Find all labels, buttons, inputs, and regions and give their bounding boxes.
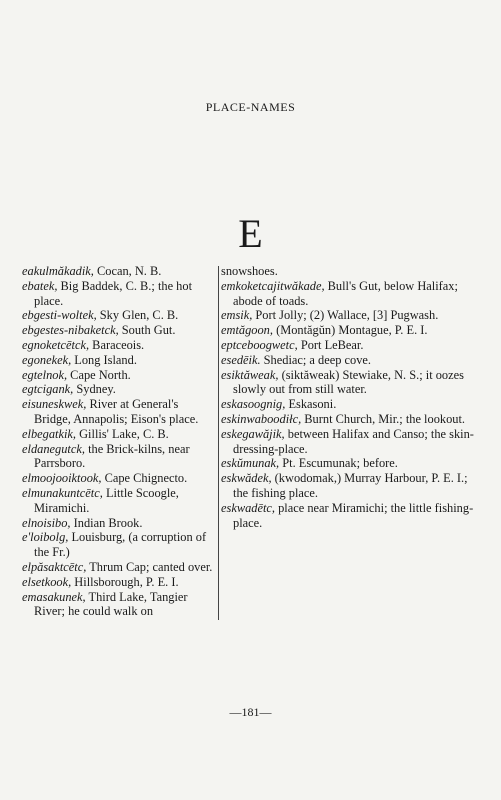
entry-term: ebgestes-nibaketck,	[22, 323, 119, 338]
entry-definition: Indian Brook.	[70, 515, 143, 530]
entry-definition: Hillsborough, P. E. I.	[71, 574, 179, 589]
entry-definition: Thrum Cap; canted over.	[86, 559, 213, 574]
entry-definition: Gillis' Lake, C. B.	[76, 426, 169, 441]
entry-term: egtcigank,	[22, 382, 74, 397]
entry-definition: between Halifax and Canso; the skin-dressing-place.	[233, 426, 474, 456]
dictionary-entry	[22, 397, 217, 427]
entry-term: elsetkook,	[22, 574, 72, 589]
entry-term: egtelnok,	[22, 367, 68, 382]
entry-definition: Third Lake, Tangier River; he could walk on	[34, 589, 188, 619]
entry-term: eakulmăkadik,	[22, 264, 94, 278]
entry-definition: Shediac; a deep cove.	[260, 352, 371, 367]
entry-term: elbegatkik,	[22, 426, 77, 441]
entry-term: elnoisibo,	[22, 515, 71, 530]
entry-definition: River at General's Bridge, Annapolis; Eison's place.	[34, 397, 199, 426]
entry-term: emasakunek,	[22, 589, 86, 604]
entry-term: emsik,	[221, 308, 253, 323]
left-column	[22, 264, 217, 619]
dictionary-entry	[22, 264, 217, 279]
dictionary-entry	[221, 427, 484, 457]
dictionary-entry	[221, 338, 484, 353]
dictionary-entry	[221, 353, 484, 368]
column-divider	[218, 266, 219, 620]
entry-term: emtăgoon,	[221, 323, 273, 338]
entry-term: ebatek,	[22, 278, 58, 293]
right-column	[221, 264, 484, 530]
entry-term: egonekek,	[22, 352, 72, 367]
dictionary-entry	[221, 264, 484, 279]
dictionary-entry	[22, 279, 217, 309]
entry-definition: the Brick-kilns, near Parrsboro.	[34, 441, 190, 471]
entry-definition: Baraceois.	[89, 337, 145, 352]
dictionary-entry	[221, 456, 484, 471]
dictionary-entry	[22, 486, 217, 516]
dictionary-entry	[221, 397, 484, 412]
dictionary-entry	[221, 501, 484, 531]
dictionary-columns	[22, 264, 484, 624]
entry-definition: Sky Glen, C. B.	[96, 308, 179, 323]
entry-definition: Eskasoni.	[285, 397, 337, 412]
entry-definition: Burnt Church, Mir.; the lookout.	[301, 411, 466, 426]
entry-term: eskŭmunak,	[221, 456, 280, 471]
entry-definition: Sydney.	[73, 382, 116, 397]
dictionary-entry	[22, 575, 217, 590]
entry-term: ebgesti-woltek,	[22, 308, 97, 323]
page-number: —181—	[229, 705, 272, 719]
entry-term: eskinwaboodiłc,	[221, 411, 302, 426]
entry-definition: (siktăweak) Stewiake, N. S.; it oozes slowly out from still water.	[233, 367, 464, 397]
entry-term: eptceboogwetc,	[221, 337, 298, 352]
entry-definition: snowshoes.	[221, 264, 278, 278]
entry-definition: Port LeBear.	[297, 337, 364, 352]
entry-term: egnoketcētck,	[22, 337, 90, 352]
entry-definition: place near Miramichi; the little fishing-place.	[233, 500, 474, 530]
entry-definition: Port Jolly; (2) Wallace, [3] Pugwash.	[252, 308, 439, 323]
entry-term: eskasoognig,	[221, 397, 286, 412]
dictionary-entry	[221, 471, 484, 501]
entry-term: eskwadētc,	[221, 500, 276, 515]
entry-term: esiktăweak,	[221, 367, 279, 382]
entry-term: eskwădek,	[221, 471, 272, 486]
entry-term: eskegawăjik,	[221, 426, 285, 441]
entry-definition: Bull's Gut, below Halifax; abode of toads.	[233, 278, 458, 308]
running-head: PLACE-NAMES	[205, 100, 296, 114]
entry-term: elpăsaktcētc,	[22, 559, 87, 574]
dictionary-entry	[221, 412, 484, 427]
dictionary-entry	[22, 530, 217, 560]
entry-term: eisuneskwek,	[22, 397, 87, 412]
entry-term: elmunakuntcētc,	[22, 485, 103, 500]
entry-definition: Big Baddek, C. B.; the hot place.	[34, 278, 193, 308]
dictionary-entry	[22, 471, 217, 486]
dictionary-entry	[22, 560, 217, 575]
entry-definition: Cape North.	[67, 367, 131, 382]
entry-definition: Louisburg, (a corruption of the Fr.)	[34, 530, 207, 560]
dictionary-entry	[221, 323, 484, 338]
dictionary-entry	[22, 323, 217, 338]
entry-definition: (Montăgŭn) Montague, P. E. I.	[272, 323, 428, 338]
entry-definition: Pt. Escumunak; before.	[279, 456, 398, 471]
dictionary-entry	[22, 516, 217, 531]
section-letter: E	[238, 211, 263, 256]
entry-term: esedēik.	[221, 352, 261, 367]
dictionary-entry	[221, 368, 484, 398]
entry-definition: Little Scoogle, Miramichi.	[34, 485, 179, 515]
dictionary-entry	[22, 382, 217, 397]
dictionary-entry	[22, 338, 217, 353]
entry-definition: (kwodomak,) Murray Harbour, P. E. I.; the fishing place.	[233, 471, 468, 500]
dictionary-entry	[22, 308, 217, 323]
entry-definition: Cocan, N. B.	[93, 264, 162, 278]
entry-term: eldanegutck,	[22, 441, 85, 456]
entry-definition: Long Island.	[71, 352, 137, 367]
entry-term: emkoketcajitwăkade,	[221, 278, 325, 293]
dictionary-entry	[22, 442, 217, 472]
entry-definition: Cape Chignecto.	[101, 471, 188, 486]
entry-term: e'loibolg,	[22, 530, 69, 545]
dictionary-entry	[22, 590, 217, 620]
dictionary-entry	[221, 279, 484, 309]
entry-definition: South Gut.	[118, 323, 176, 338]
dictionary-entry	[22, 368, 217, 383]
dictionary-entry	[22, 353, 217, 368]
dictionary-entry	[221, 308, 484, 323]
dictionary-entry	[22, 427, 217, 442]
entry-term: elmoojooiktook,	[22, 471, 102, 486]
